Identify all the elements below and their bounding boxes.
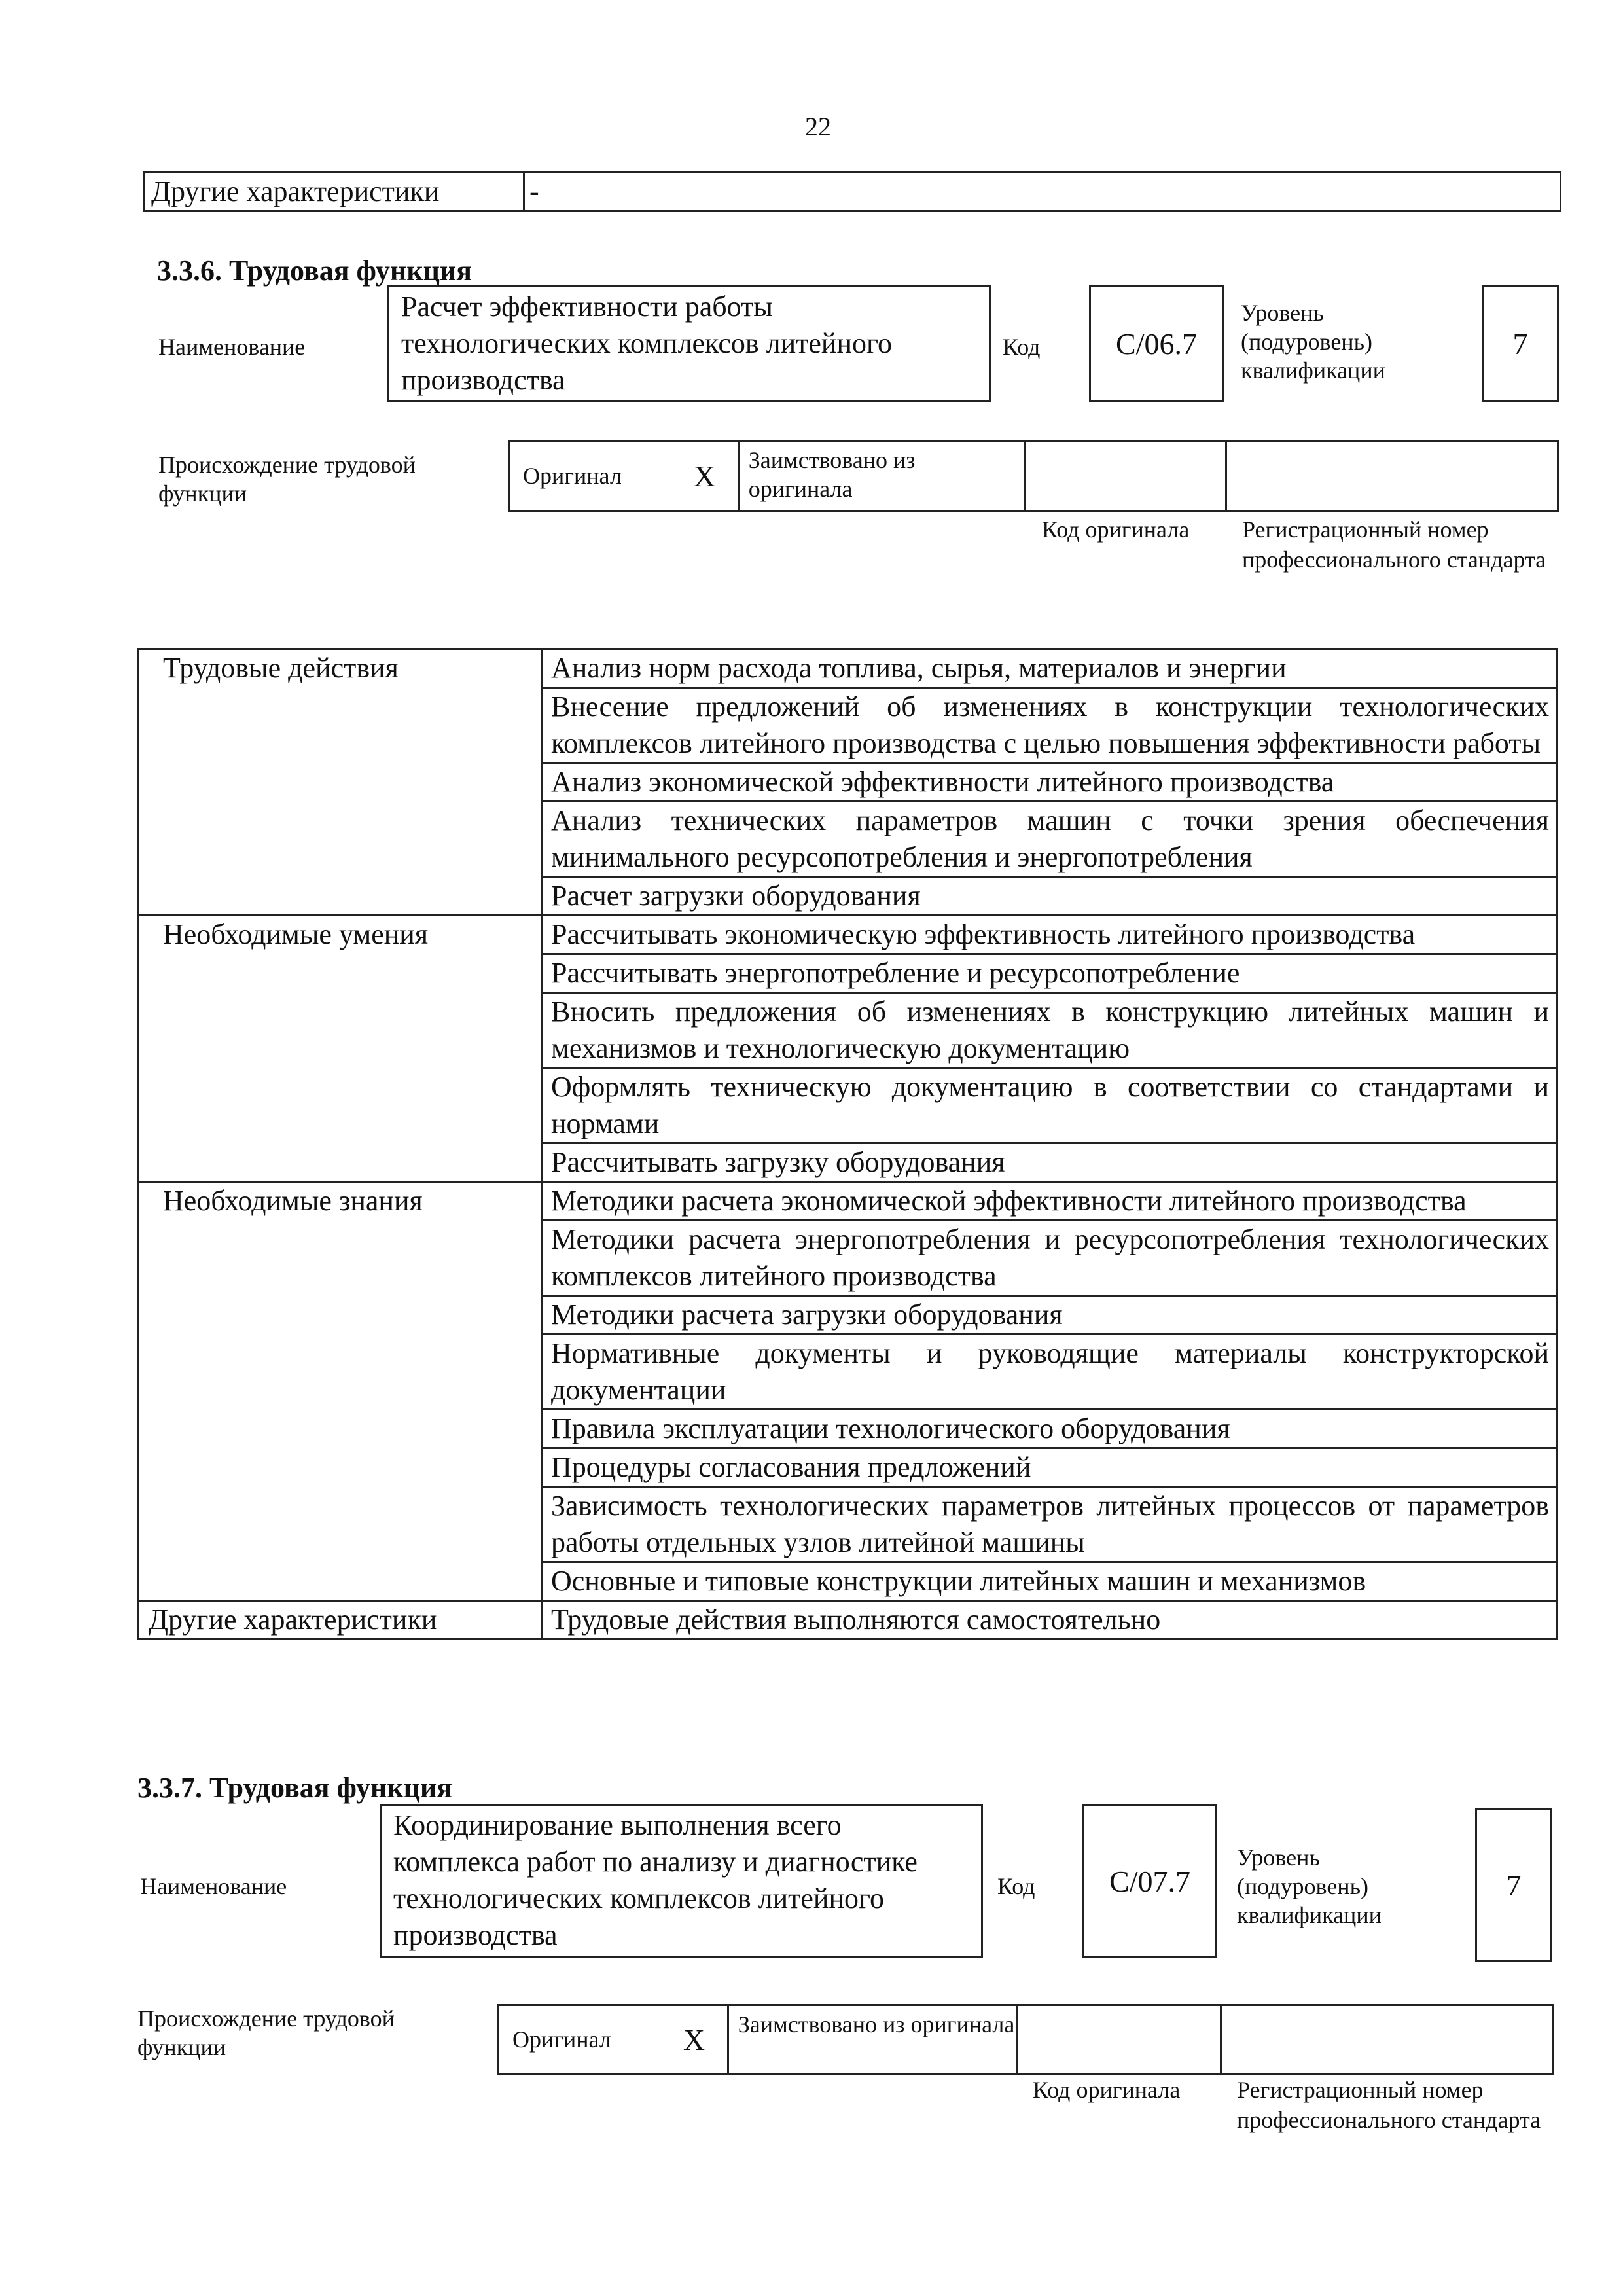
other-characteristics-value: - [529,175,539,207]
other-characteristics-label: Другие характеристики [145,173,525,210]
origin-original-cell [510,442,740,510]
origin-borrowed-cell: Заимствовано из оригинала [729,2006,1018,2073]
knowledge-item: Методики расчета загрузки оборудования [543,1296,1557,1335]
origin-borrowed-cell: Заимствовано из оригинала [740,442,1026,510]
origin-mark: X [693,459,716,493]
function-name-box: Расчет эффективности работы технологических комплексов литейного производства [387,285,991,402]
name-label: Наименование [158,334,306,360]
code-original-label: Код оригинала [1033,2077,1181,2103]
origin-code-cell [1026,442,1227,510]
other-value: Трудовые действия выполняются самостоятельно [543,1601,1557,1640]
section-title: 3.3.7. Трудовая функция [137,1772,453,1804]
origin-table [508,440,1559,512]
knowledge-item: Методики расчета экономической эффективности литейного производства [543,1182,1557,1221]
origin-label: Происхождение трудовой функции [137,2005,395,2060]
origin-reg-cell [1222,2006,1552,2073]
action-item: Анализ экономической эффективности литейного производства [543,763,1557,802]
function-details-table [137,648,1558,1640]
origin-original-label: Оригинал [523,463,622,489]
code-label: Код [1003,334,1041,360]
origin-reg-cell [1227,442,1557,510]
action-item: Внесение предложений об изменениях в конструкции технологических комплексов литейного производства с целью повышения эффективности работы [543,688,1557,763]
action-item: Анализ технических параметров машин с точки зрения обеспечения минимального ресурсопотребления и энергопотребления [543,802,1557,877]
function-name-box: Координирование выполнения всего комплекса работ по анализу и диагностике технологических комплексов литейного производства [380,1804,983,1958]
knowledge-item: Методики расчета энергопотребления и ресурсопотребления технологических комплексов литейного производства [543,1221,1557,1296]
origin-mark: X [683,2022,705,2056]
skill-item: Рассчитывать загрузку оборудования [543,1143,1557,1182]
code-original-label: Код оригинала [1042,516,1190,543]
function-code-box: C/06.7 [1089,285,1224,402]
skill-item: Рассчитывать экономическую эффективность литейного производства [543,916,1557,954]
origin-table [497,2004,1554,2075]
code-label: Код [997,1873,1035,1899]
origin-original-cell [499,2006,729,2073]
section-title: 3.3.6. Трудовая функция [157,255,473,287]
action-item: Анализ норм расхода топлива, сырья, материалов и энергии [543,649,1557,688]
skill-item: Рассчитывать энергопотребление и ресурсопотребление [543,954,1557,993]
knowledge-item: Основные и типовые конструкции литейных машин и механизмов [543,1562,1557,1601]
level-label: Уровень (подуровень) квалификации [1237,1844,1382,1928]
skill-item: Оформлять техническую документацию в соответствии со стандартами и нормами [543,1068,1557,1143]
actions-label: Трудовые действия [139,649,543,916]
origin-label: Происхождение трудовой функции [158,452,416,507]
page-number: 22 [805,112,831,141]
name-label: Наименование [140,1873,287,1899]
level-box: 7 [1482,285,1559,402]
origin-original-label: Оригинал [512,2026,611,2053]
knowledge-item: Правила эксплуатации технологического оборудования [543,1410,1557,1448]
skill-item: Вносить предложения об изменениях в конструкцию литейных машин и механизмов и технологическую документацию [543,993,1557,1068]
skills-label: Необходимые умения [139,916,543,1182]
knowledge-item: Процедуры согласования предложений [543,1448,1557,1487]
function-code-box: C/07.7 [1082,1804,1217,1958]
other-label: Другие характеристики [139,1601,543,1640]
knowledge-item: Нормативные документы и руководящие материалы конструкторской документации [543,1335,1557,1410]
level-box: 7 [1475,1808,1552,1962]
other-characteristics-row [143,171,1561,212]
knowledge-label: Необходимые знания [139,1182,543,1601]
reg-number-label: Регистрационный номер профессионального стандарта [1242,516,1546,573]
origin-code-cell [1018,2006,1222,2073]
knowledge-item: Зависимость технологических параметров литейных процессов от параметров работы отдельных узлов литейной машины [543,1487,1557,1562]
reg-number-label: Регистрационный номер профессионального стандарта [1237,2077,1541,2133]
level-label: Уровень (подуровень) квалификации [1241,300,1385,384]
action-item: Расчет загрузки оборудования [543,877,1557,916]
